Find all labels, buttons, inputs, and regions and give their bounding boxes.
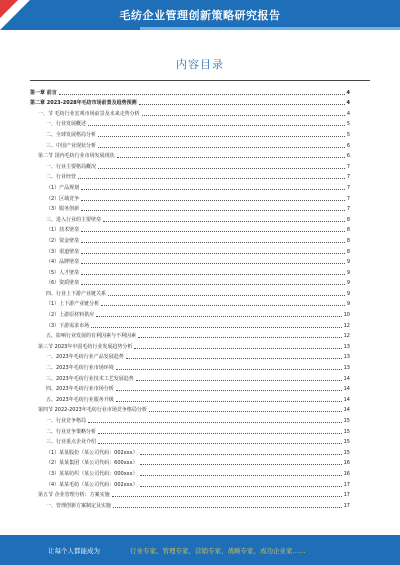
toc-leader-dots [81,188,345,190]
toc-entry-label: （3）服务创新 [46,206,80,213]
toc-leader-dots [88,421,342,423]
toc-entry-label: （2）某某集团（某公司代码：600xxx） [46,460,138,467]
toc-heading: 内容目录 [176,58,224,71]
toc-leader-dots [140,474,342,476]
toc-entry-label: （4）品牌壁垒 [46,259,80,266]
toc-leader-dots [88,124,345,126]
toc-entry-page: 5 [346,121,350,128]
toc-entry-page: 4 [346,110,350,117]
toc-entry-label: （6）资质壁垒 [46,280,80,287]
toc-entry[interactable] [30,244,350,255]
toc-entry-page: 6 [346,153,350,160]
toc-divider [30,80,370,81]
footer-slogan-left: 让每个人都能成为 [48,547,100,555]
toc-entry-label: 三、行业重点企业介绍 [46,439,97,446]
toc-entry-page: 14 [343,396,350,403]
toc-entry-label: （1）产品规划 [46,184,80,191]
toc-entry-label: （3）下游需求市场 [46,322,90,329]
toc-entry-label: 第二章 2023-2028年毛纺市场前景及趋势预测 [30,100,137,107]
toc-entry[interactable] [30,445,350,456]
toc-entry[interactable] [30,477,350,488]
toc-entry[interactable] [30,276,350,287]
toc-entry[interactable] [30,127,350,138]
toc-entry-page: 9 [346,301,350,308]
toc-leader-dots [116,368,342,370]
toc-entry-page: 13 [343,365,350,372]
toc-entry[interactable] [30,202,350,213]
toc-entry-page: 7 [346,184,350,191]
toc-entry-label: 三、中国产业现状分析 [46,142,97,149]
toc-entry-page: 13 [343,343,350,350]
toc-leader-dots [108,294,345,296]
toc-entry[interactable] [30,106,350,117]
toc-leader-dots [134,347,341,349]
toc-entry-label: 一、行业发展概述 [46,121,87,128]
toc-leader-dots [142,114,345,116]
toc-entry[interactable] [30,85,350,96]
toc-entry[interactable] [30,424,350,435]
toc-entry-label: 一、2023年毛纺行业产品发展趋势 [46,354,124,361]
toc-leader-dots [81,230,345,232]
toc-entry-page: 9 [346,259,350,266]
toc-entry-label: 三、进入行业的主要壁垒 [46,216,102,223]
toc-entry[interactable] [30,371,350,382]
toc-entry[interactable] [30,233,350,244]
toc-entry-label: （3）渠道壁垒 [46,248,80,255]
toc-entry[interactable] [30,339,350,350]
toc-leader-dots [138,336,342,338]
toc-entry[interactable] [30,360,350,371]
page-footer [0,535,400,565]
toc-leader-dots [81,273,345,275]
toc-leader-dots [139,103,345,105]
toc-entry-label: 二、行业竞争策略分析 [46,428,97,435]
toc-leader-dots [98,135,345,137]
toc-entry-label: 五、2023年毛纺行业服务升级 [46,396,114,403]
toc-entry-label: （2）区域竞争 [46,195,80,202]
toc-entry[interactable] [30,96,350,107]
toc-leader-dots [98,146,345,148]
toc-entry-page: 14 [343,386,350,393]
toc-entry-page: 12 [343,333,350,340]
toc-entry-label: 第三节 2023年中国毛纺行业发展趋势分析 [38,343,133,350]
table-of-contents [30,85,350,509]
toc-entry-page: 6 [346,142,350,149]
toc-entry-page: 14 [343,375,350,382]
toc-leader-dots [140,453,342,455]
toc-entry-label: （4）某某毛纺（某公司代码：002xxx） [46,481,138,488]
toc-entry-label: （2）上游原材料供应 [46,312,95,319]
toc-entry-page: 13 [343,354,350,361]
toc-entry-label: 第五节 企业管理分析：方案实施 [38,492,110,499]
toc-entry[interactable] [30,307,350,318]
toc-leader-dots [91,326,341,328]
toc-entry[interactable] [30,456,350,467]
toc-entry-label: 第一章 前言 [30,89,57,96]
toc-entry[interactable] [30,466,350,477]
toc-entry-label: 二、全球发展格局分析 [46,131,97,138]
toc-entry[interactable] [30,180,350,191]
toc-entry-label: 一、管理创新方案制定及实施 [46,502,112,509]
toc-entry-page: 17 [343,492,350,499]
toc-entry-label: （3）某某纺织（某公司代码：000xxx） [46,470,138,477]
toc-leader-dots [116,400,342,402]
toc-entry-page: 16 [343,470,350,477]
toc-leader-dots [140,463,342,465]
toc-entry-label: 一、行业竞争格局 [46,418,87,424]
toc-entry-label: 四、2023年毛纺行业市场分析 [46,386,114,393]
toc-entry-label: 一、节 毛纺行业宏观市场前景及未来走势分析 [38,110,140,117]
toc-entry-page: 12 [343,322,350,329]
toc-leader-dots [126,357,342,359]
toc-entry-page: 9 [346,290,350,297]
toc-entry[interactable] [30,159,350,170]
toc-leader-dots [81,241,345,243]
toc-entry-page: 5 [346,131,350,138]
toc-entry-label: 第四节 2022-2023年毛纺行业市场竞争格局分析 [38,407,147,414]
toc-leader-dots [81,252,345,254]
toc-entry-label: （1）技术壁垒 [46,227,80,234]
toc-entry[interactable] [30,138,350,149]
toc-entry-page: 8 [346,216,350,223]
page-header [0,0,400,30]
toc-entry-label: （1）上下游产业链分析 [46,301,100,308]
toc-entry-page: 4 [346,89,350,96]
toc-entry-label: 五、影响行业发展的有利因素与不利因素 [46,333,137,340]
toc-entry[interactable] [30,350,350,361]
toc-entry[interactable] [30,435,350,446]
toc-entry-label: 三、2023年毛纺行业技术工艺发展趋势 [46,375,134,382]
report-title: 毛纺企业管理创新策略研究报告 [119,9,281,22]
toc-leader-dots [98,432,342,434]
header-stripe [140,27,400,30]
toc-entry[interactable] [30,498,350,509]
footer-slogan-right: 行业专家、管理专家、营销专家、战略专家、成功企业家…… [130,547,306,555]
toc-leader-dots [103,220,345,222]
toc-leader-dots [116,389,342,391]
toc-leader-dots [98,167,345,169]
toc-entry[interactable] [30,117,350,128]
toc-leader-dots [113,506,342,508]
toc-leader-dots [81,262,345,264]
toc-leader-dots [81,199,345,201]
toc-entry-page: 17 [343,481,350,488]
toc-leader-dots [140,485,342,487]
toc-entry[interactable] [30,413,350,424]
toc-entry-page: 16 [343,460,350,467]
toc-entry[interactable] [30,265,350,276]
toc-entry[interactable] [30,255,350,266]
toc-entry[interactable] [30,329,350,340]
toc-entry[interactable] [30,223,350,234]
toc-entry-page: 15 [343,449,350,456]
toc-entry-label: （2）资金壁垒 [46,237,80,244]
toc-entry-page: 15 [343,418,350,424]
toc-entry-page: 14 [343,407,350,414]
toc-entry-label: 二、行业经营 [46,174,77,181]
toc-entry-page: 7 [346,206,350,213]
toc-entry-page: 9 [346,269,350,276]
toc-entry-page: 15 [343,428,350,435]
toc-entry[interactable] [30,286,350,297]
toc-entry-label: 第二节 国内毛纺行业市场发展现状 [38,153,115,160]
toc-entry-label: （5）人才壁垒 [46,269,80,276]
toc-entry[interactable] [30,191,350,202]
toc-leader-dots [81,209,345,211]
toc-entry-page: 8 [346,237,350,244]
toc-entry[interactable] [30,318,350,329]
toc-entry[interactable] [30,382,350,393]
toc-entry-page: 7 [346,195,350,202]
toc-leader-dots [136,379,342,381]
toc-entry[interactable] [30,149,350,160]
toc-leader-dots [81,283,345,285]
toc-leader-dots [96,315,341,317]
toc-leader-dots [149,410,342,412]
toc-leader-dots [112,495,342,497]
toc-entry-page: 4 [346,100,350,107]
toc-entry-label: 四、行业上下游产业链关系 [46,290,107,297]
toc-entry-page: 9 [346,280,350,287]
toc-entry-page: 8 [346,248,350,255]
toc-entry-page: 8 [346,227,350,234]
toc-leader-dots [117,156,345,158]
toc-entry[interactable] [30,403,350,414]
toc-entry-label: 一、行业主要格局概况 [46,163,97,170]
toc-entry[interactable] [30,392,350,403]
toc-entry-label: （1）某某股份（某公司代码：002xxx） [46,449,138,456]
toc-entry[interactable] [30,488,350,499]
toc-entry-label: 二、2023年毛纺行业市场环境 [46,365,114,372]
toc-leader-dots [101,304,345,306]
toc-entry-page: 7 [346,163,350,170]
toc-entry[interactable] [30,170,350,181]
toc-entry-page: 10 [343,312,350,319]
toc-entry-page: 17 [343,502,350,509]
toc-leader-dots [98,442,342,444]
toc-entry[interactable] [30,297,350,308]
toc-entry-page: 7 [346,174,350,181]
toc-entry-page: 15 [343,439,350,446]
toc-leader-dots [59,93,345,95]
toc-leader-dots [78,177,345,179]
toc-entry[interactable] [30,212,350,223]
